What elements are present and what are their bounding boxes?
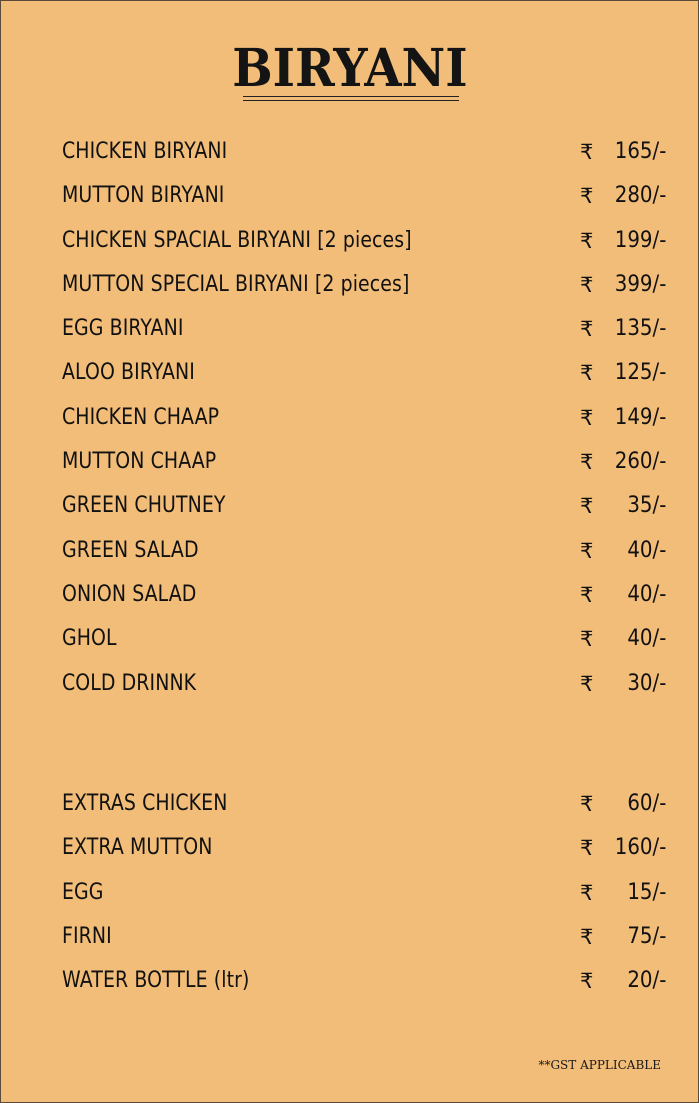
main-item-list — [62, 134, 666, 710]
title-underline — [243, 100, 459, 101]
rupee-symbol: ₹ — [580, 140, 594, 164]
rupee-symbol: ₹ — [580, 450, 594, 475]
menu-item — [62, 444, 666, 488]
title-underline — [243, 96, 459, 97]
item-price: 15/- — [626, 879, 666, 905]
item-name: EGG — [62, 879, 104, 905]
menu-item — [62, 577, 666, 621]
menu-item — [62, 919, 666, 963]
rupee-symbol: ₹ — [580, 671, 594, 696]
rupee-symbol: ₹ — [580, 627, 594, 652]
item-name: GREEN SALAD — [62, 537, 199, 563]
item-price: 280/- — [614, 183, 666, 209]
rupee-symbol: ₹ — [580, 317, 594, 342]
item-name: CHICKEN CHAAP — [62, 404, 220, 430]
rupee-symbol: ₹ — [580, 538, 594, 563]
menu-item — [62, 178, 666, 222]
item-price: 135/- — [614, 316, 666, 342]
item-name: WATER BOTTLE (ltr) — [62, 968, 250, 994]
menu-item — [62, 621, 666, 665]
item-name: GREEN CHUTNEY — [62, 493, 226, 519]
item-name: MUTTON SPECIAL BIRYANI [2 pieces] — [62, 271, 410, 297]
rupee-symbol: ₹ — [580, 361, 594, 386]
menu-title: BIRYANI — [231, 38, 468, 99]
rupee-symbol: ₹ — [580, 582, 594, 607]
rupee-symbol: ₹ — [580, 880, 594, 905]
menu-item — [62, 488, 666, 532]
rupee-symbol: ₹ — [580, 924, 594, 949]
item-price: 75/- — [626, 923, 666, 949]
item-name: EGG BIRYANI — [62, 316, 184, 342]
item-price: 160/- — [614, 835, 666, 861]
extras-item-list — [62, 786, 666, 1007]
item-name: ALOO BIRYANI — [62, 360, 195, 386]
item-name: ONION SALAD — [62, 581, 197, 607]
item-name: COLD DRINNK — [62, 670, 197, 696]
menu-item — [62, 786, 666, 830]
item-price: 260/- — [614, 449, 666, 475]
menu-item — [62, 267, 666, 311]
rupee-symbol: ₹ — [580, 184, 594, 209]
menu-item — [62, 134, 666, 178]
item-name: CHICKEN BIRYANI — [62, 139, 228, 164]
menu-item — [62, 875, 666, 919]
item-name: CHICKEN SPACIAL BIRYANI [2 pieces] — [62, 227, 412, 253]
rupee-symbol: ₹ — [580, 969, 594, 994]
item-price: 40/- — [626, 537, 666, 563]
rupee-symbol: ₹ — [580, 228, 594, 253]
menu-item — [62, 666, 666, 710]
rupee-symbol: ₹ — [580, 494, 594, 519]
menu-item — [62, 533, 666, 577]
rupee-symbol: ₹ — [580, 272, 594, 297]
item-price: 40/- — [626, 626, 666, 652]
menu-item — [62, 223, 666, 267]
item-price: 399/- — [614, 271, 666, 297]
menu-item — [62, 355, 666, 399]
item-price: 30/- — [626, 670, 666, 696]
item-price: 165/- — [614, 139, 666, 164]
rupee-symbol: ₹ — [580, 836, 594, 861]
title-area — [1, 39, 698, 99]
gst-footnote: **GST APPLICABLE — [538, 1058, 661, 1072]
item-name: MUTTON CHAAP — [62, 449, 217, 475]
rupee-symbol: ₹ — [580, 405, 594, 430]
item-price: 60/- — [626, 791, 666, 816]
menu-item — [62, 963, 666, 1007]
item-price: 125/- — [614, 360, 666, 386]
menu-item — [62, 400, 666, 444]
item-name: FIRNI — [62, 923, 112, 949]
item-price: 149/- — [614, 404, 666, 430]
item-name: EXTRAS CHICKEN — [62, 791, 228, 816]
item-price: 35/- — [626, 493, 666, 519]
item-price: 20/- — [626, 968, 666, 994]
menu-item — [62, 311, 666, 355]
item-name: MUTTON BIRYANI — [62, 183, 225, 209]
item-price: 199/- — [614, 227, 666, 253]
item-price: 40/- — [626, 581, 666, 607]
menu-item — [62, 830, 666, 874]
rupee-symbol: ₹ — [580, 792, 594, 816]
item-name: EXTRA MUTTON — [62, 835, 213, 861]
item-name: GHOL — [62, 626, 117, 652]
